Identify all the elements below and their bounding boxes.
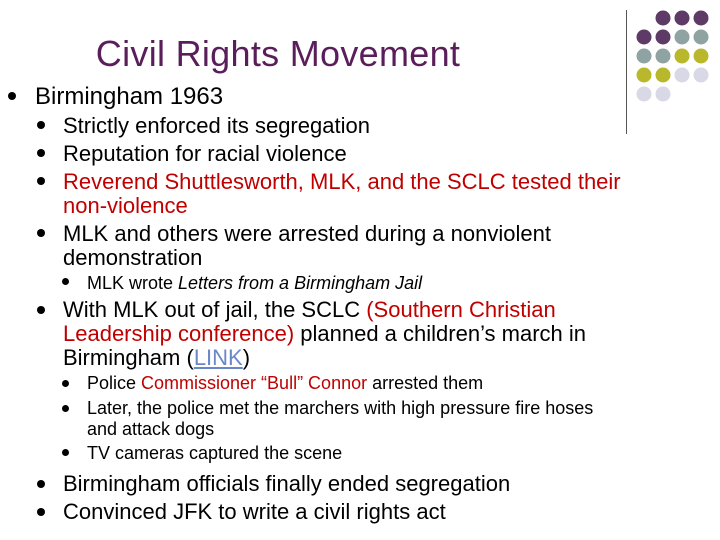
bullet-text: Birmingham officials finally ended segregation — [63, 471, 511, 496]
decorative-dot — [637, 30, 652, 45]
bullet-icon — [62, 380, 69, 387]
bullet-icon — [37, 121, 45, 129]
bullet-icon — [37, 508, 45, 516]
decorative-dot — [656, 68, 671, 83]
bullet-text-continued: demonstration — [63, 245, 203, 270]
decorative-dot — [694, 49, 709, 64]
bullet-icon — [62, 278, 69, 285]
book-title: Letters from a Birmingham Jail — [178, 273, 423, 293]
sub-bullet-text: TV cameras captured the scene — [87, 443, 343, 463]
main-bullet-text: Birmingham 1963 — [35, 83, 224, 110]
decorative-dot — [637, 68, 652, 83]
text-segment: Birmingham ( — [63, 345, 194, 370]
text-segment-red: Commissioner “Bull” Connor — [141, 373, 368, 393]
text-segment: ) — [242, 345, 251, 370]
text-segment: arrested them — [367, 373, 484, 393]
decorative-dot — [656, 30, 671, 45]
bullet-icon — [62, 405, 69, 412]
bullet-icon — [8, 92, 16, 100]
bullet-icon — [62, 449, 69, 456]
slide-title: Civil Rights Movement — [95, 33, 461, 74]
sub-bullet-text-continued: and attack dogs — [87, 419, 215, 439]
sub-bullet-text — [87, 272, 422, 294]
decorative-dot — [637, 49, 652, 64]
decorative-dot — [694, 30, 709, 45]
text-segment-red: Leadership conference) — [63, 321, 295, 346]
text-segment: With MLK out of jail, the SCLC — [63, 297, 367, 322]
bullet-text: MLK and others were arrested during a nonviolent — [63, 221, 551, 246]
decorative-dot — [637, 87, 652, 102]
decorative-dot — [656, 11, 671, 26]
decorative-dot — [656, 49, 671, 64]
bullet-text: Convinced JFK to write a civil rights act — [63, 499, 446, 524]
decorative-dot — [675, 68, 690, 83]
bullet-text-red-continued: non-violence — [63, 193, 188, 218]
decorative-dot — [694, 68, 709, 83]
bullet-icon — [37, 149, 45, 157]
decorative-dot — [675, 11, 690, 26]
decorative-dot — [694, 11, 709, 26]
decorative-dot — [675, 30, 690, 45]
text-segment: planned a children’s march in — [294, 321, 587, 346]
link-button[interactable]: LINK — [193, 345, 243, 370]
bullet-text: Strictly enforced its segregation — [63, 113, 370, 138]
decorative-dot — [675, 49, 690, 64]
bullet-icon — [37, 229, 45, 237]
text-segment-red: (Southern Christian — [366, 297, 556, 322]
sub-bullet-text — [87, 372, 483, 394]
bullet-text-continued — [63, 345, 250, 370]
bullet-text-red: Reverend Shuttlesworth, MLK, and the SCLC tested their — [63, 169, 621, 194]
bullet-text — [63, 297, 556, 322]
sub-bullet-text: Later, the police met the marchers with high pressure fire hoses — [87, 398, 594, 418]
text-segment: Police — [87, 373, 142, 393]
sub-bullet-prefix: MLK wrote — [87, 273, 179, 293]
bullet-icon — [37, 480, 45, 488]
decorative-divider-line — [626, 10, 627, 134]
bullet-text: Reputation for racial violence — [63, 141, 347, 166]
decorative-dot — [656, 87, 671, 102]
bullet-text-continued — [63, 321, 586, 346]
bullet-icon — [37, 177, 45, 185]
bullet-icon — [37, 306, 45, 314]
